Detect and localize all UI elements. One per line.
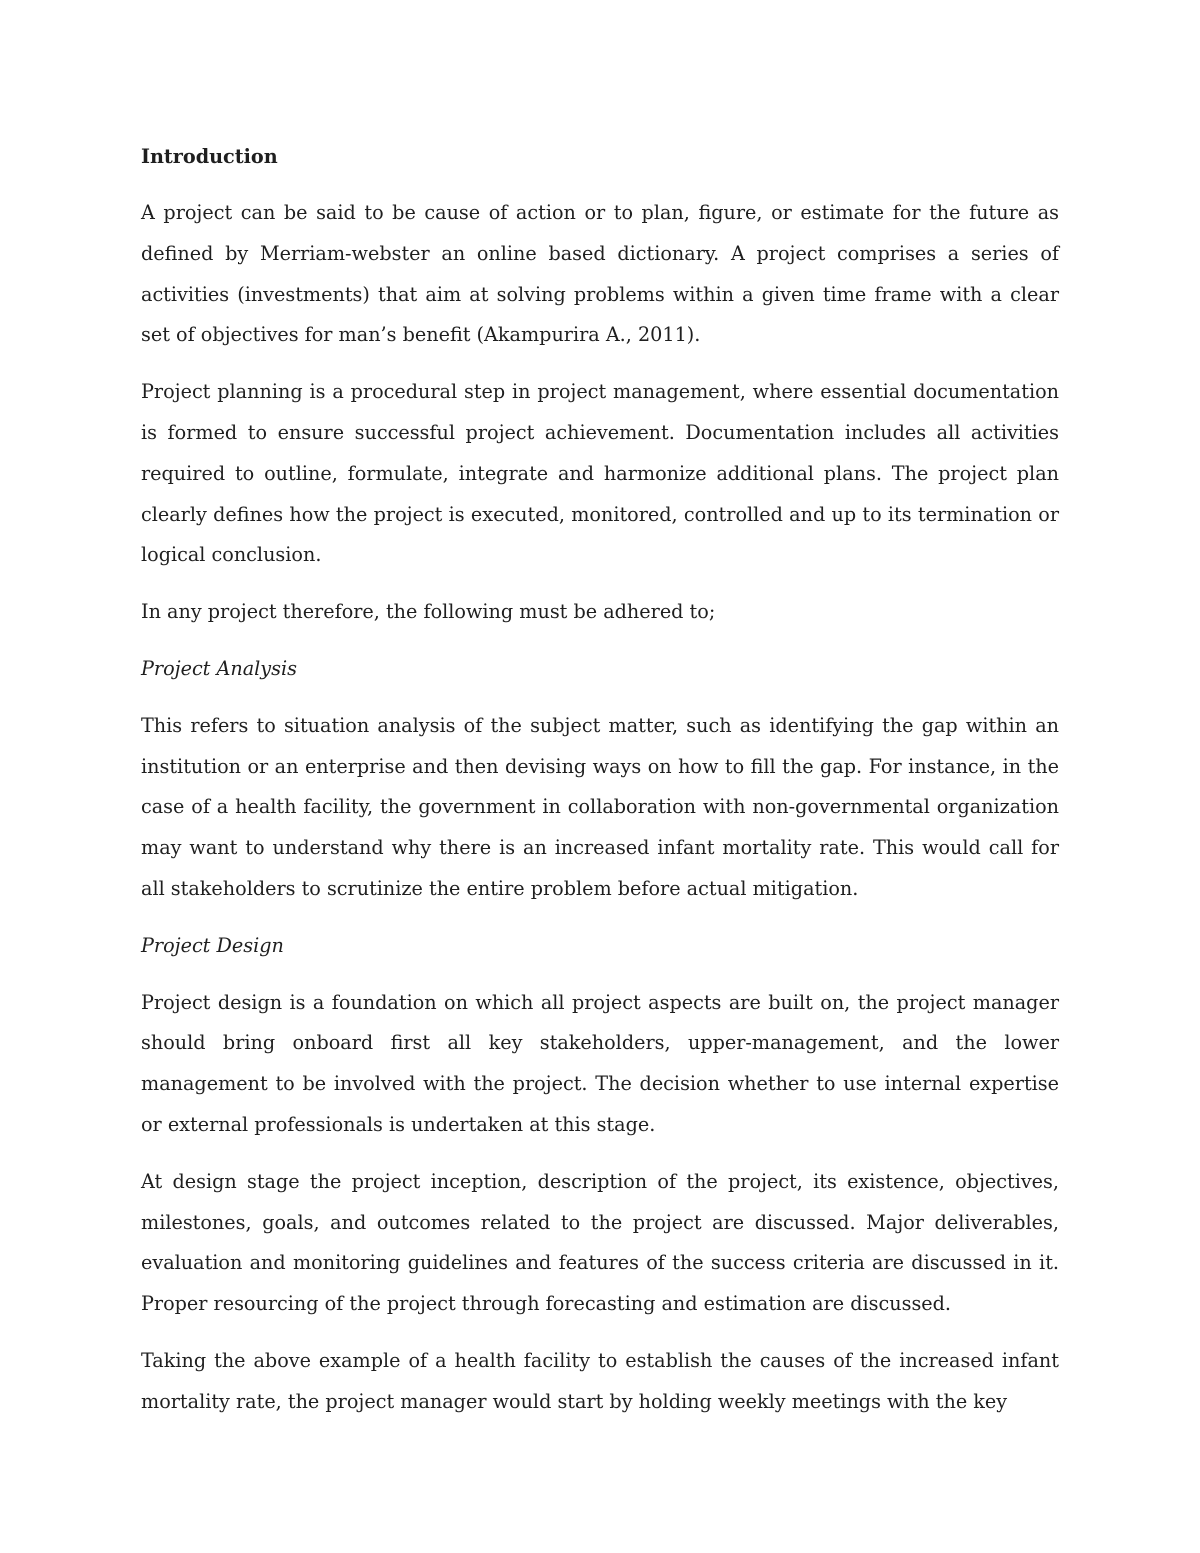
paragraph-design-stage: At design stage the project inception, description of the project, its existence, objectives, milestones, goals, and outcomes related to the project are discussed. Major deliverables, evaluation and monitoring guidelines and features of the success criteria are discussed in it. Proper resourcing of the project through forecasting and estimation are discussed. (141, 1169, 1059, 1316)
paragraph-project-planning: Project planning is a procedural step in project management, where essential documentation is formed to ensure successful project achievement. Documentation includes all activities required to outline, formulate, integrate and harmonize additional plans. The project plan clearly defines how the project is executed, monitored, controlled and up to its termination or logical conclusion. (141, 380, 1059, 567)
paragraph-health-example: Taking the above example of a health facility to establish the causes of the increased infant mortality rate, the project manager would start by holding weekly meetings with the key (141, 1348, 1059, 1413)
paragraph-adherence: In any project therefore, the following must be adhered to; (141, 600, 716, 624)
document-page (141, 137, 1059, 1439)
subheading-project-analysis: Project Analysis (141, 656, 297, 680)
section-heading-introduction: Introduction (141, 145, 278, 168)
paragraph-project-analysis: This refers to situation analysis of the subject matter, such as identifying the gap within an institution or an enterprise and then devising ways on how to fill the gap. For instance, in the case of a health facility, the government in collaboration with non-governmental organization may want to understand why there is an increased infant mortality rate. This would call for all stakeholders to scrutinize the entire problem before actual mitigation. (141, 713, 1059, 900)
paragraph-project-definition: A project can be said to be cause of action or to plan, figure, or estimate for the future as defined by Merriam-webster an online based dictionary. A project comprises a series of activities (investments) that aim at solving problems within a given time frame with a clear set of objectives for man’s benefit (Akampurira A., 2011). (141, 201, 1059, 347)
paragraph-project-design: Project design is a foundation on which all project aspects are built on, the project manager should bring onboard first all key stakeholders, upper-management, and the lower management to be involved with the project. The decision whether to use internal expertise or external professionals is undertaken at this stage. (141, 990, 1059, 1136)
subheading-project-design: Project Design (141, 933, 284, 957)
